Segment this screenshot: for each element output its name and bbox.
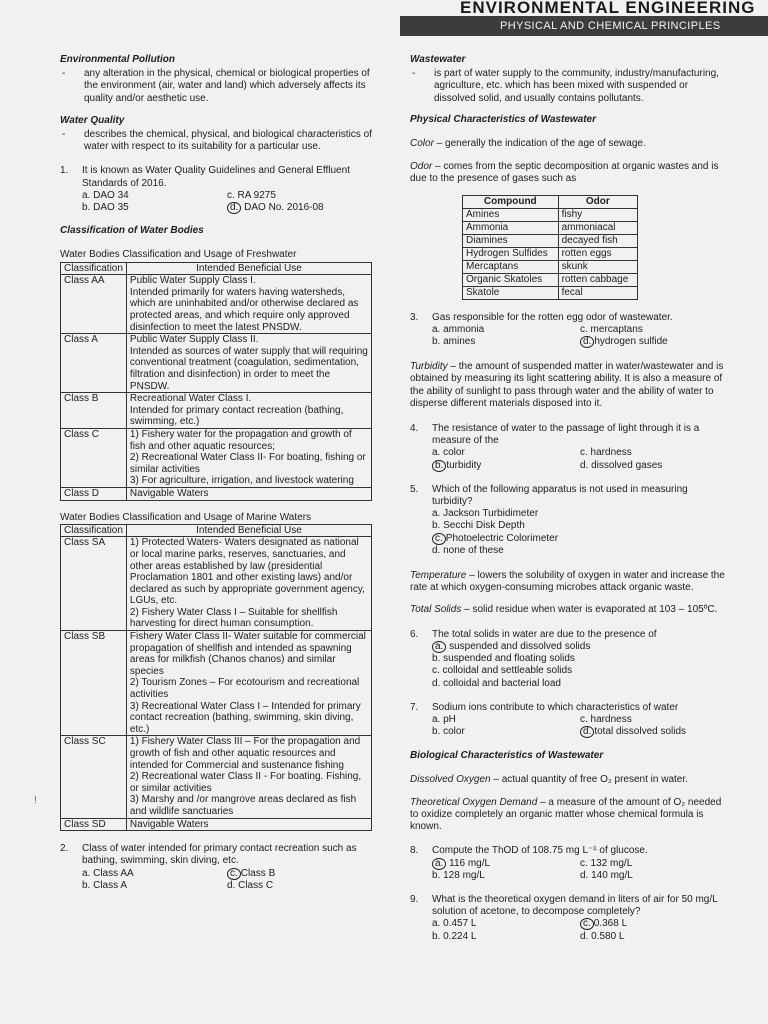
beneficial-use-cell: Recreational Water Class I. Intended for primary contact recreation (bathing, swimming, etc.) <box>126 393 371 429</box>
table-row <box>61 537 372 631</box>
column-header: Classification <box>61 524 127 537</box>
compound-cell: Diamines <box>463 234 559 247</box>
table-row <box>463 247 638 260</box>
compound-cell: Hydrogen Sulfides <box>463 247 559 260</box>
odor-cell: fishy <box>558 208 637 221</box>
odor-cell: rotten cabbage <box>558 273 637 286</box>
biological-heading: Biological Characteristics of Wastewater <box>410 750 604 762</box>
beneficial-use-cell: Public Water Supply Class I. Intended primarily for waters having watersheds, which are uninhabited and/or otherwise declared as protected areas, and which require only approved disinfection to meet the latest PNSDW. <box>126 275 371 334</box>
beneficial-use-cell: 1) Protected Waters- Waters designated as national or local marine parks, reserves, sanctuaries, and other areas established by law (presidential Proclamation 1801 and other existing laws) and/or declared as such by appropriate government agency, LGUs, etc. 2) Fishery Water Class I – Suitable for shellfish harvesting for direct human consumption. <box>126 537 371 631</box>
table-row <box>61 428 372 487</box>
question-8: 8. Compute the ThOD of 108.75 mg L⁻¹ of glucose. a. 116 mg/L c. 132 mg/L b. 128 mg/L d. 140 mg/L <box>410 845 728 882</box>
table-row <box>61 275 372 334</box>
classification-cell: Class AA <box>61 275 127 334</box>
answer-circle: c. <box>432 533 446 545</box>
marine-table <box>60 524 372 831</box>
temperature-definition: Temperature – lowers the solubility of oxygen in water and increase the rate at which oxygen-consuming microbes attack organic waste. <box>410 570 725 594</box>
beneficial-use-cell: Public Water Supply Class II. Intended as sources of water supply that will requiring conventional treatment (coagulation, sedimentation, filtration and disinfection) in order to meet the PNSDW. <box>126 334 371 393</box>
beneficial-use-cell: 1) Fishery water for the propagation and growth of fish and other aquatic resources; 2) Recreational Water Class II- For boating, fishing or similar activities 3) For agriculture, irrigation, and livestock watering <box>126 428 371 487</box>
odor-cell: ammoniacal <box>558 221 637 234</box>
right-column <box>410 54 728 943</box>
column-header: Intended Beneficial Use <box>126 262 371 275</box>
answer-choice: c. 0.368 L <box>580 918 728 930</box>
thod-definition: Theoretical Oxygen Demand – a measure of the amount of O₂ needed to oxidize completely an organic matter whose chemical formula is known. <box>410 796 722 833</box>
classification-cell: Class SB <box>61 631 127 736</box>
answer-choice: d. hydrogen sulfide <box>580 336 728 348</box>
freshwater-table <box>60 262 372 501</box>
beneficial-use-cell: Navigable Waters <box>126 487 371 500</box>
marine-table-caption: Water Bodies Classification and Usage of Marine Waters <box>60 511 312 523</box>
question-4-options: a. color c. hardness b. turbidity d. dissolved gases <box>432 447 663 471</box>
table-row <box>463 234 638 247</box>
classification-cell: Class B <box>61 393 127 429</box>
answer-choice: b. turbidity <box>432 460 580 472</box>
water-quality-def: - describes the chemical, physical, and biological characteristics of water with respect to its suitability for a particular use. <box>62 129 372 153</box>
table-row <box>61 487 372 500</box>
answer-choice: c. Photoelectric Colorimeter <box>432 533 728 545</box>
answer-circle: c. <box>580 918 594 930</box>
compound-cell: Amines <box>463 208 559 221</box>
answer-choice: a. suspended and dissolved solids <box>432 641 728 653</box>
question-9-options: a. 0.457 L c. 0.368 L b. 0.224 L d. 0.580 L <box>432 918 728 942</box>
answer-circle: d. <box>580 336 594 348</box>
classification-cell: Class SA <box>61 537 127 631</box>
column-header: Compound <box>463 195 559 208</box>
compound-cell: Mercaptans <box>463 260 559 273</box>
classification-cell: Class SD <box>61 818 127 831</box>
beneficial-use-cell: Fishery Water Class II- Water suitable for commercial propagation of shellfish and intended as spawning areas for milkfish (Chanos chanos) and similar species 2) Tourism Zones – For ecotourism and recreational activities 3) Recreational Water Class I – Intended for primary contact recreation (bathing, swimming, skin diving, etc.) <box>126 631 371 736</box>
color-definition: Color – generally the indication of the age of sewage. <box>410 138 646 150</box>
beneficial-use-cell: Navigable Waters <box>126 818 371 831</box>
question-3-options: a. ammonia c. mercaptans b. amines d. hydrogen sulfide <box>432 324 728 348</box>
turbidity-definition: Turbidity – the amount of suspended matter in water/wastewater and is obtained by measuring its light scattering ability. It is also a measure of the ability of sunlight to pass through water and the ability of water to disperse different materials disposed into it. <box>410 361 724 409</box>
odor-cell: fecal <box>558 286 637 299</box>
column-header: Odor <box>558 195 637 208</box>
answer-circle: a. <box>432 641 446 653</box>
physical-heading: Physical Characteristics of Wastewater <box>410 113 597 125</box>
question-7: 7. Sodium ions contribute to which characteristics of water a. pH c. hardness b. color d. total dissolved solids <box>410 702 728 739</box>
table-row <box>463 260 638 273</box>
answer-choice: d. DAO No. 2016-08 <box>227 202 372 214</box>
column-header: Classification <box>61 262 127 275</box>
table-row <box>61 393 372 429</box>
env-pollution-def: - any alteration in the physical, chemical or biological properties of the environment (air, water and land) which adversely affects its quality and/or aesthetic use. <box>62 68 370 104</box>
page-header <box>400 0 768 36</box>
odor-cell: rotten eggs <box>558 247 637 260</box>
question-6-options: a. suspended and dissolved solids b. suspended and floating solids c. colloidal and settleable solids d. colloidal and bacterial load <box>432 641 728 690</box>
wastewater-heading: Wastewater <box>410 54 466 65</box>
table-row <box>61 736 372 818</box>
answer-choice: d. total dissolved solids <box>580 726 728 738</box>
question-2: 2. Class of water intended for primary contact recreation such as bathing, swimming, skin diving, etc. a. Class AA c. Class B b. Class A d. Class C <box>60 843 372 892</box>
answer-circle: d. <box>580 726 594 738</box>
beneficial-use-cell: 1) Fishery Water Class III – For the propagation and growth of fish and other aquatic resources and intended for Commercial and sustenance fishing 2) Recreational water Class II - For boating. Fishing, or similar activities 3) Marshy and /or mangrove areas declared as fish and wildlife sanctuaries <box>126 736 371 818</box>
header-subtitle-bar: PHYSICAL AND CHEMICAL PRINCIPLES <box>400 16 768 36</box>
answer-circle: d. <box>227 202 241 214</box>
question-4: 4. The resistance of water to the passage of light through it is a measure of the a. color c. hardness b. turbidity d. dissolved gases <box>410 423 728 472</box>
question-5-options: a. Jackson Turbidimeter b. Secchi Disk Depth c. Photoelectric Colorimeter d. none of these <box>432 508 728 557</box>
margin-mark: ! <box>34 795 37 806</box>
header-title: ENVIRONMENTAL ENGINEERING <box>460 0 756 14</box>
env-pollution-heading: Environmental Pollution <box>60 54 176 65</box>
table-row <box>61 334 372 393</box>
classification-cell: Class D <box>61 487 127 500</box>
table-row <box>463 286 638 299</box>
odor-cell: decayed fish <box>558 234 637 247</box>
answer-circle: a. <box>432 858 446 870</box>
question-1: 1. It is known as Water Quality Guidelines and General Effluent Standards of 2016. a. DAO 34 c. RA 9275 b. DAO 35 d. DAO No. 2016-08 <box>60 165 372 214</box>
dissolved-oxygen-definition: Dissolved Oxygen – actual quantity of free O₂ present in water. <box>410 773 688 785</box>
answer-circle: c. <box>227 868 241 880</box>
answer-circle: b. <box>432 460 446 472</box>
compound-cell: Organic Skatoles <box>463 273 559 286</box>
answer-choice: c. Class B <box>227 868 372 880</box>
question-2-options: a. Class AA c. Class B b. Class A d. Class C <box>82 868 372 892</box>
question-1-options: a. DAO 34 c. RA 9275 b. DAO 35 d. DAO No. 2016-08 <box>82 190 372 214</box>
classification-cell: Class SC <box>61 736 127 818</box>
table-row <box>463 273 638 286</box>
odor-table <box>462 195 638 300</box>
wastewater-def: - is part of water supply to the community, industry/manufacturing, agriculture, etc. which has been mixed with suspended or dissolved solid, and usually contains pollutants. <box>412 68 719 104</box>
odor-cell: skunk <box>558 260 637 273</box>
question-7-options: a. pH c. hardness b. color d. total dissolved solids <box>432 714 728 738</box>
compound-cell: Skatole <box>463 286 559 299</box>
total-solids-definition: Total Solids – solid residue when water is evaporated at 103 – 105ºC. <box>410 604 718 616</box>
classification-cell: Class A <box>61 334 127 393</box>
freshwater-table-caption: Water Bodies Classification and Usage of Freshwater <box>60 249 297 261</box>
answer-choice: a. 116 mg/L <box>432 858 580 870</box>
column-header: Intended Beneficial Use <box>126 524 371 537</box>
question-8-options: a. 116 mg/L c. 132 mg/L b. 128 mg/L d. 140 mg/L <box>432 857 633 881</box>
classification-heading: Classification of Water Bodies <box>60 225 204 237</box>
table-row <box>463 208 638 221</box>
table-row <box>463 221 638 234</box>
question-9: 9. What is the theoretical oxygen demand in liters of air for 50 mg/L solution of acetone, to decompose completely? a. 0.457 L c. 0.368 L b. 0.224 L d. 0.580 L <box>410 894 728 943</box>
compound-cell: Ammonia <box>463 221 559 234</box>
question-6: 6. The total solids in water are due to the presence of a. suspended and dissolved solids b. suspended and floating solids c. colloidal and settleable solids d. colloidal and bacterial load <box>410 629 728 690</box>
left-column <box>60 54 372 892</box>
table-row <box>61 631 372 736</box>
table-row <box>61 818 372 831</box>
water-quality-heading: Water Quality <box>60 114 125 126</box>
odor-definition: Odor – comes from the septic decomposition at organic wastes and is due to the presence of gases such as <box>410 161 719 185</box>
question-5: 5. Which of the following apparatus is not used in measuring turbidity? a. Jackson Turbidimeter b. Secchi Disk Depth c. Photoelectric Colorimeter d. none of these <box>410 484 728 557</box>
question-3: 3. Gas responsible for the rotten egg odor of wastewater. a. ammonia c. mercaptans b. amines d. hydrogen sulfide <box>410 312 728 349</box>
classification-cell: Class C <box>61 428 127 487</box>
